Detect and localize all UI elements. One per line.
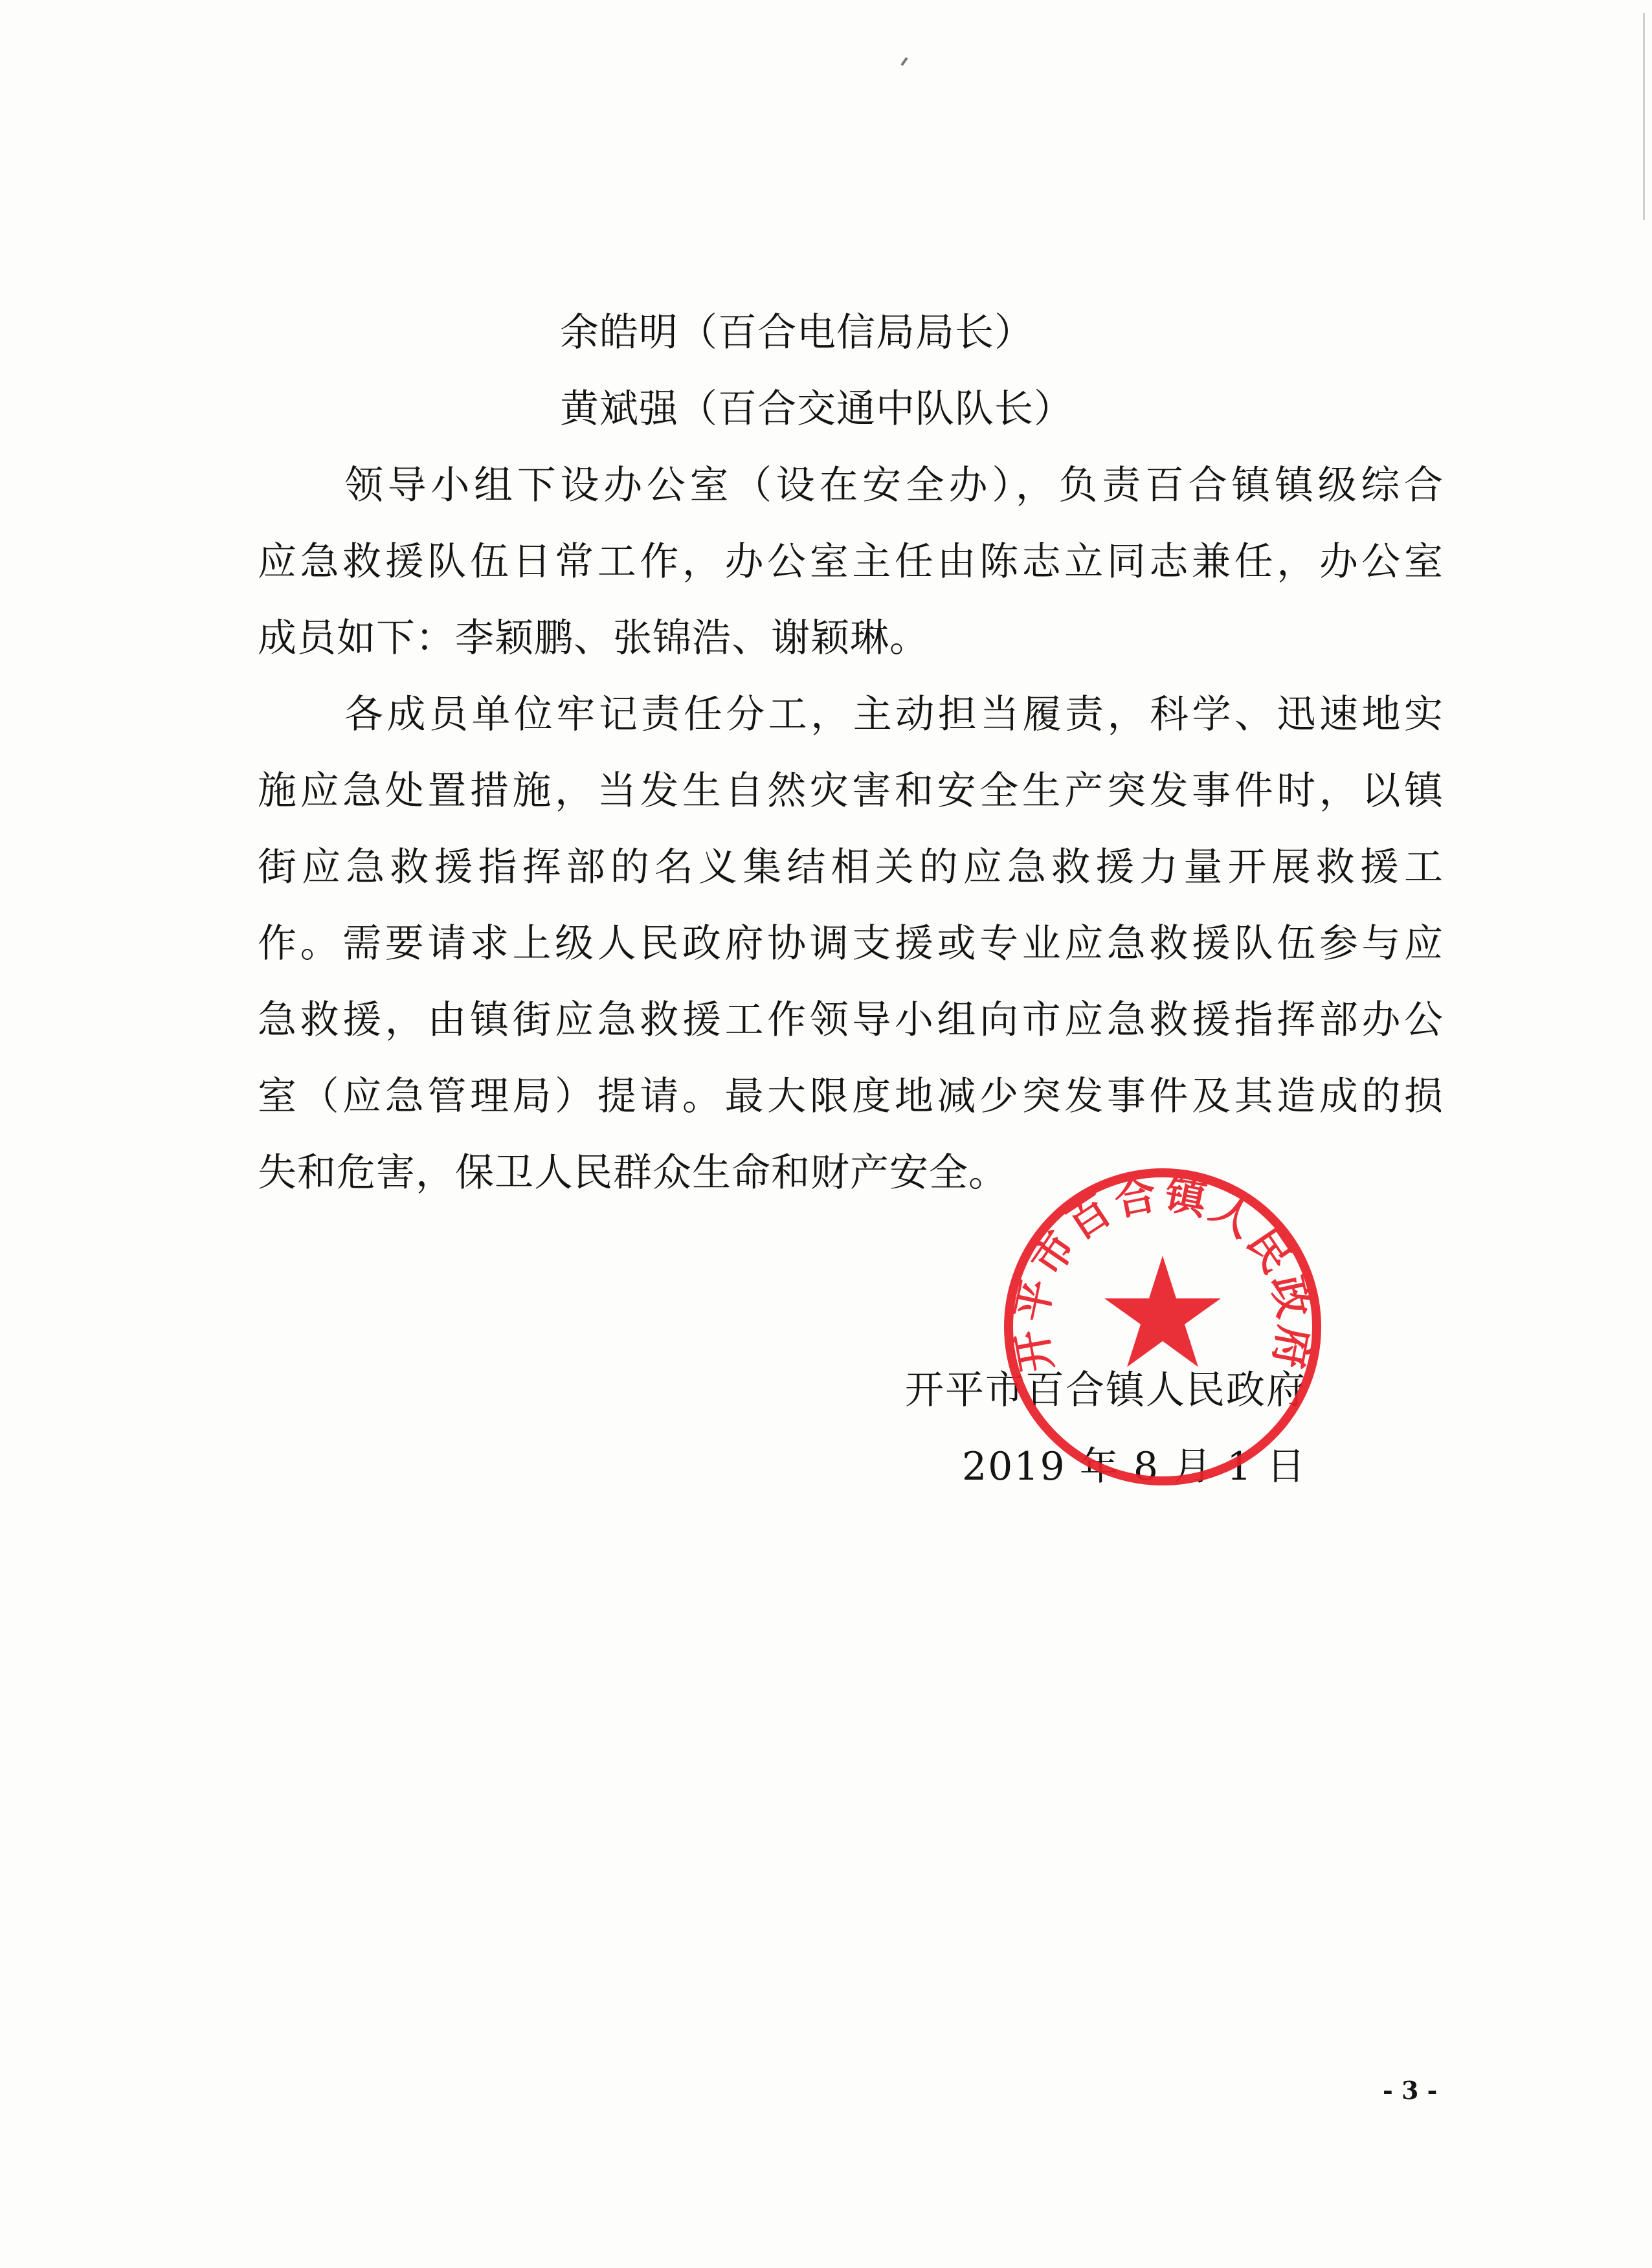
- paragraph-duties-line-1: 各成员单位牢记责任分工，主动担当履责，科学、迅速地实: [344, 692, 1444, 737]
- signature-date: 2019 年 8 月 1 日: [962, 1444, 1307, 1489]
- paragraph-duties-line-5: 急救援，由镇街应急救援工作领导小组向市应急救援指挥部办公: [258, 997, 1444, 1043]
- paragraph-office-line-2: 应急救援队伍日常工作，办公室主任由陈志立同志兼任，办公室: [258, 539, 1444, 584]
- seal-star-icon: [1104, 1256, 1221, 1367]
- scan-speck: [1643, 13, 1645, 220]
- paragraph-duties-line-2: 施应急处置措施，当发生自然灾害和安全生产突发事件时，以镇: [258, 768, 1444, 814]
- paragraph-duties-line-3: 街应急救援指挥部的名义集结相关的应急救援力量开展救援工: [258, 845, 1444, 890]
- page-number: - 3 -: [1383, 2076, 1438, 2105]
- paragraph-office-line-1: 领导小组下设办公室（设在安全办），负责百合镇镇级综合: [344, 463, 1444, 508]
- paragraph-duties-line-4: 作。需要请求上级人民政府协调支援或专业应急救援队伍参与应: [258, 921, 1444, 966]
- seal-ring: [1009, 1173, 1317, 1481]
- paragraph-duties-line-7: 失和危害，保卫人民群众生命和财产安全。: [258, 1150, 1008, 1195]
- member-line-traffic: 黄斌强（百合交通中队队长）: [560, 386, 1073, 432]
- seal-text: 开平市百合镇人民政府: [1006, 1169, 1319, 1376]
- member-line-telecom: 余皓明（百合电信局局长）: [560, 310, 1034, 355]
- paragraph-office-line-3: 成员如下：李颖鹏、张锦浩、谢颖琳。: [258, 616, 929, 661]
- paragraph-duties-line-6: 室（应急管理局）提请。最大限度地减少突发事件及其造成的损: [258, 1074, 1444, 1119]
- scan-speck: [900, 57, 908, 66]
- signature-organization: 开平市百合镇人民政府: [905, 1368, 1306, 1413]
